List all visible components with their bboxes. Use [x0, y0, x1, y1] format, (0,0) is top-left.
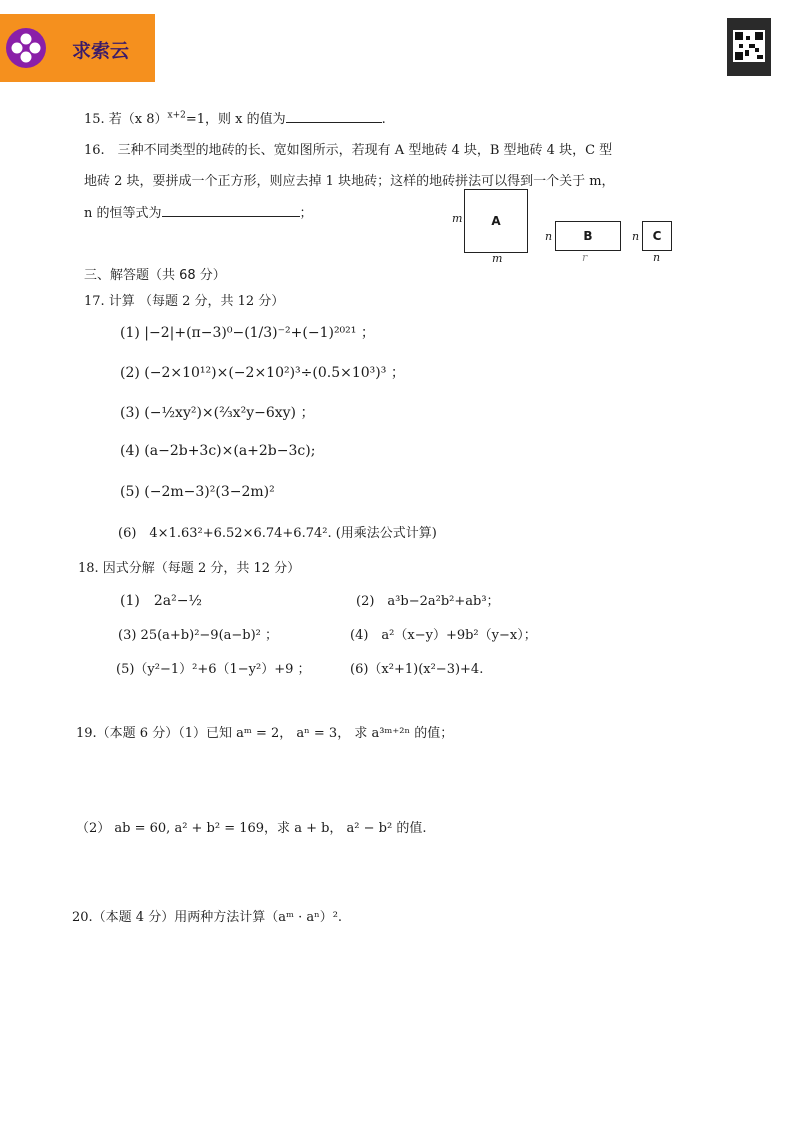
q16-line1: 16. 三种不同类型的地砖的长、宽如图所示，若现有 A 型地砖 4 块，B 型地砖 4 块，C 型 — [84, 143, 613, 158]
tiles-figure — [450, 185, 690, 265]
question-16-line3 — [84, 202, 313, 221]
tile-a-label: A — [491, 214, 501, 228]
tile-c-label: C — [652, 229, 662, 243]
q15-rest: =1，则 x 的值为 — [185, 112, 286, 127]
q18-title: 18. 因式分解（每题 2 分，共 12 分） — [78, 561, 301, 576]
section-3-heading: 三、解答题（共 68 分） — [84, 268, 226, 283]
q15-end: . — [381, 112, 386, 127]
tile-a-bottom-label: m — [492, 252, 503, 265]
tile-c-side-label: n — [632, 230, 640, 243]
tile-b-label: B — [583, 229, 593, 243]
plus-flower-icon — [6, 28, 46, 68]
q18-item-4: (4) a²（x−y）+9b²（y−x）； — [350, 628, 537, 643]
q17-item-2: (2) (−2×10¹²)×(−2×10²)³÷(0.5×10³)³ ； — [120, 365, 405, 381]
q20-text: 20.（本题 4 分）用两种方法计算（aᵐ · aⁿ）². — [72, 910, 343, 925]
q15-text: 15. 若（x 8） — [84, 112, 168, 127]
brand-name: 求索云 — [72, 40, 130, 62]
q16-line2: 地砖 2 块，要拼成一个正方形，则应去掉 1 块地砖；这样的地砖拼法可以得到一个关于 m， — [84, 174, 615, 189]
q15-answer-blank[interactable] — [286, 122, 382, 123]
question-15 — [84, 108, 386, 127]
q16-answer-blank[interactable] — [162, 216, 300, 217]
q17-item-3: (3) (−½xy²)×(⅔x²y−6xy) ； — [120, 405, 315, 421]
q16-line3: n 的恒等式为 — [84, 206, 162, 221]
q17-item-6: (6) 4×1.63²+6.52×6.74+6.74². (用乘法公式计算) — [118, 526, 437, 541]
tile-c-bottom-label: n — [653, 251, 661, 264]
tile-b-bottom-label: r — [582, 251, 588, 264]
q18-item-5: (5)（y²−1）²+6（1−y²）+9 ； — [116, 662, 311, 677]
q18-item-6: (6)（x²+1)(x²−3)+4. — [350, 662, 484, 677]
tile-a — [464, 189, 528, 253]
tile-b-side-label: n — [545, 230, 553, 243]
q18-item-1: (1) 2a²−½ — [120, 593, 202, 609]
q15-exponent: x+2 — [167, 110, 186, 121]
q17-title: 17. 计算 （每题 2 分，共 12 分） — [84, 294, 285, 309]
q17-item-4: (4) (a−2b+3c)×(a+2b−3c); — [120, 443, 316, 459]
tile-c — [642, 221, 672, 251]
tile-b — [555, 221, 621, 251]
q18-item-2: (2) a³b−2a²b²+ab³； — [356, 594, 500, 609]
q16-line3-end: ； — [299, 206, 313, 221]
q18-item-3: (3) 25(a+b)²−9(a−b)² ； — [118, 628, 279, 643]
tile-a-side-label: m — [452, 212, 463, 225]
q17-item-1: (1) |−2|+(π−3)⁰−(1/3)⁻²+(−1)²⁰²¹ ； — [120, 325, 375, 341]
qr-code-icon — [727, 18, 771, 76]
q17-item-5: (5) (−2m−3)²(3−2m)² — [120, 484, 275, 500]
q19-part1: 19.（本题 6 分）（1）已知 aᵐ = 2， aⁿ = 3， 求 a³ᵐ⁺²ⁿ 的值； — [76, 726, 454, 741]
brand-logo — [0, 14, 155, 82]
q19-part2: （2） ab = 60, a² + b² = 169，求 a + b， a² − b² 的值. — [76, 821, 427, 836]
